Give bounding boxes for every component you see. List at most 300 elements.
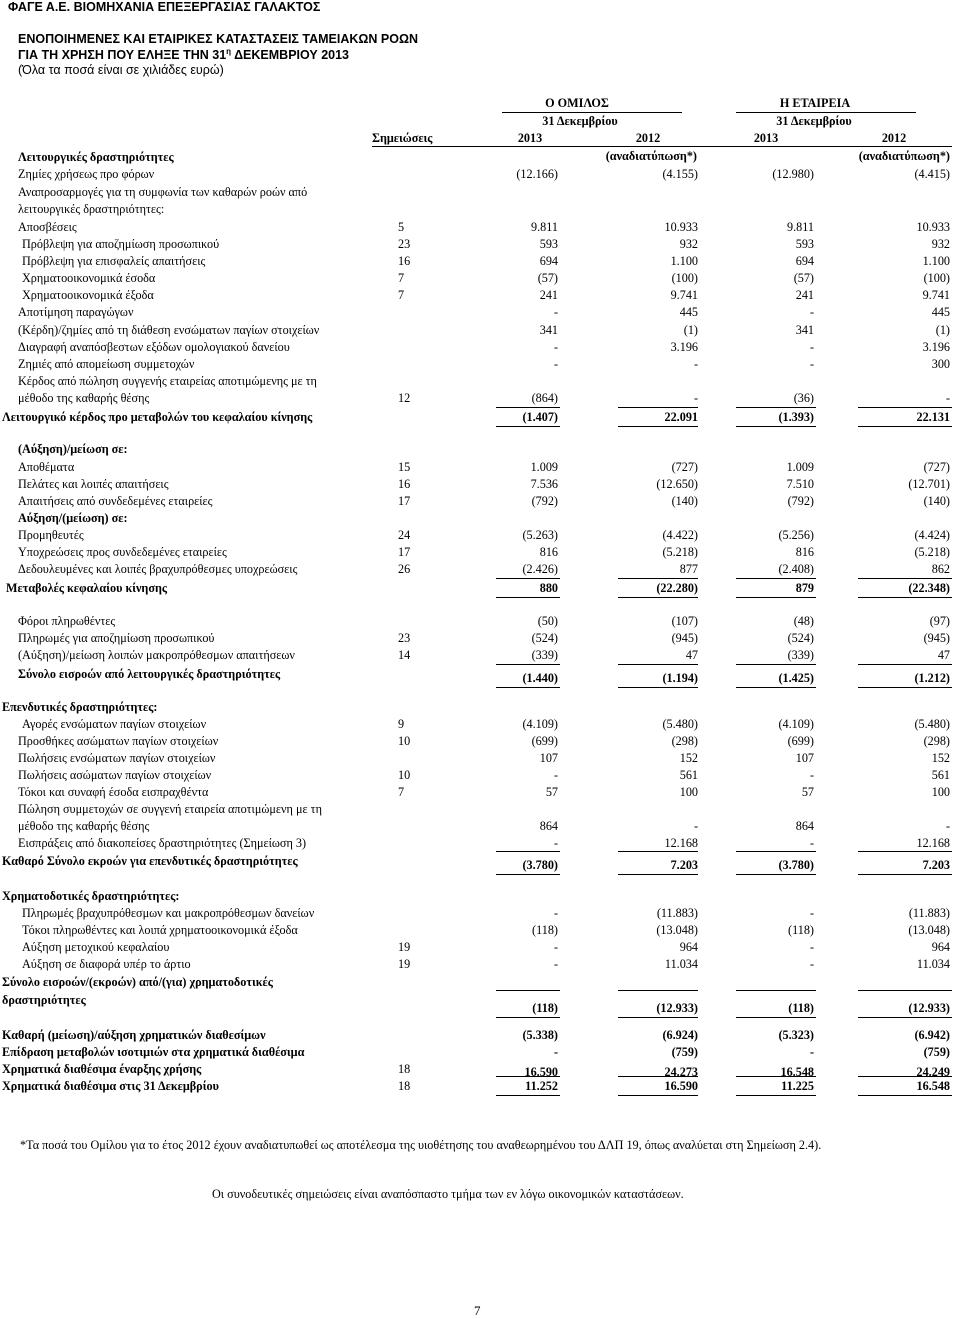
total-rule (858, 426, 952, 427)
total-rule (736, 1095, 816, 1096)
table-row (0, 905, 960, 922)
note-ref: 14 (398, 648, 411, 662)
row-label: Αύξηση/(μείωση) σε: (18, 511, 128, 525)
value-company-2013: 1.009 (786, 460, 814, 474)
subtotal-rule (736, 664, 816, 665)
table-row (0, 373, 960, 390)
value-company-2012: (11.883) (908, 906, 950, 920)
row-label: Απαιτήσεις από συνδεδεμένες εταιρείες (18, 494, 213, 508)
table-row (0, 1044, 960, 1061)
value-company-2012: 445 (931, 305, 950, 319)
row-label: (Αύξηση)/μείωση σε: (18, 442, 128, 456)
subtotal-rule (736, 1076, 816, 1077)
total-rule (736, 1017, 816, 1018)
table-row (0, 510, 960, 527)
company-header: Η ΕΤΑΙΡΕΙΑ (779, 96, 851, 110)
value-group-2013: 880 (539, 581, 558, 595)
table-row (0, 956, 960, 973)
table-row (0, 699, 960, 716)
value-company-2012: 47 (937, 648, 950, 662)
row-label: (Αύξηση)/μείωση λοιπών μακροπρόθεσμων απαιτήσεων (18, 648, 295, 662)
year-group-2012: 2012 (635, 131, 661, 145)
value-company-2013: 11.225 (781, 1079, 814, 1093)
value-group-2013: (524) (531, 631, 558, 645)
value-group-2013: - (553, 768, 558, 782)
note-ref: 7 (398, 271, 405, 285)
note-ref: 15 (398, 460, 411, 474)
value-group-2012: 10.933 (664, 220, 698, 234)
value-company-2012: 10.933 (916, 220, 950, 234)
value-group-2012: 445 (679, 305, 698, 319)
value-group-2013: 107 (539, 751, 558, 765)
subtotal-rule (736, 990, 816, 991)
row-label: Ζημίες χρήσεως προ φόρων (18, 167, 155, 181)
total-rule (618, 597, 698, 598)
value-company-2013: (48) (793, 614, 814, 628)
value-group-2013: (1.440) (522, 671, 558, 685)
value-company-2012: 22.131 (916, 410, 950, 424)
value-group-2012: - (693, 357, 698, 371)
row-label: Χρηματικά διαθέσιμα στις 31 Δεκεμβρίου (2, 1079, 219, 1093)
value-company-2013: (36) (793, 391, 814, 405)
table-row (0, 853, 960, 870)
total-rule (618, 1017, 698, 1018)
table-row (0, 149, 960, 166)
value-group-2012: 932 (679, 237, 698, 251)
value-group-2012: (759) (671, 1045, 698, 1059)
value-group-2012: 9.741 (670, 288, 698, 302)
value-group-2013: - (553, 836, 558, 850)
subtotal-rule (858, 407, 952, 408)
group-date: 31 Δεκεμβρίου (542, 114, 618, 128)
note-ref: 12 (398, 391, 411, 405)
value-company-2013: (524) (787, 631, 814, 645)
row-label: Πωλήσεις ενσώματων παγίων στοιχείων (18, 751, 216, 765)
value-company-2013: 593 (795, 237, 814, 251)
row-label: Αποσβέσεις (18, 220, 77, 234)
total-rule (618, 874, 698, 875)
value-company-2012: (759) (923, 1045, 950, 1059)
table-row (0, 784, 960, 801)
value-group-2012: 964 (679, 940, 698, 954)
value-company-2012: (4.415) (914, 167, 950, 181)
value-company-2013: - (809, 768, 814, 782)
footer-note: Οι συνοδευτικές σημειώσεις είναι αναπόσπαστο τμήμα των εν λόγω οικονομικών καταστάσεων. (212, 1187, 684, 1201)
total-rule (858, 1095, 952, 1096)
value-group-2013: - (553, 305, 558, 319)
value-company-2013: 694 (795, 254, 814, 268)
table-row (0, 409, 960, 426)
value-group-2013: 694 (539, 254, 558, 268)
table-row (0, 647, 960, 664)
subtotal-rule (618, 851, 698, 852)
table-row (0, 835, 960, 852)
value-company-2012: (1) (935, 323, 950, 337)
subtotal-rule (618, 407, 698, 408)
subtotal-rule (618, 1076, 698, 1077)
value-group-2013: - (553, 906, 558, 920)
row-label: Λειτουργικό κέρδος προ μεταβολών του κεφαλαίου κίνησης (2, 410, 313, 424)
value-group-2013: - (553, 957, 558, 971)
table-row (0, 580, 960, 597)
subtotal-rule (496, 1076, 560, 1077)
total-rule (618, 687, 698, 688)
table-row (0, 219, 960, 236)
note-ref: 18 (398, 1079, 411, 1093)
value-company-2013: - (809, 836, 814, 850)
value-group-2012: 11.034 (664, 957, 698, 971)
value-group-2013: (699) (531, 734, 558, 748)
row-label: Πληρωμές βραχυπρόθεσμων και μακροπρόθεσμων δανείων (22, 906, 315, 920)
value-group-2013: (57) (537, 271, 558, 285)
subtotal-rule (736, 578, 816, 579)
note-ref: 18 (398, 1062, 411, 1076)
value-company-2012: 964 (931, 940, 950, 954)
row-label: (Κέρδη)/ζημίες από τη διάθεση ενσώματων παγίων στοιχείων (18, 323, 320, 337)
value-company-2012: - (945, 819, 950, 833)
value-company-2013: (12.980) (772, 167, 814, 181)
value-group-2013: (3.780) (522, 858, 558, 872)
value-group-2012: 561 (679, 768, 698, 782)
total-rule (736, 874, 816, 875)
row-label: Κέρδος από πώληση συγγενής εταιρείας αποτιμώμενης με τη (18, 374, 317, 388)
group-header-rule (502, 112, 682, 113)
total-rule (496, 1017, 560, 1018)
subtotal-rule (736, 851, 816, 852)
value-company-2013: (57) (793, 271, 814, 285)
table-row (0, 716, 960, 733)
value-company-2013: (1.393) (778, 410, 814, 424)
table-row (0, 236, 960, 253)
value-company-2013: 816 (795, 545, 814, 559)
value-group-2012: (12.650) (656, 477, 698, 491)
table-row (0, 287, 960, 304)
value-company-2012: 3.196 (922, 340, 950, 354)
table-row (0, 459, 960, 476)
table-row (0, 888, 960, 905)
value-company-2013: 7.510 (786, 477, 814, 491)
table-row (0, 666, 960, 683)
value-company-2013: (118) (788, 1001, 814, 1015)
row-label: Πρόβλεψη για αποζημίωση προσωπικού (22, 237, 220, 251)
table-row (0, 166, 960, 183)
row-label: Πώληση συμμετοχών σε συγγενή εταιρεία αποτιμώμενη με τη (18, 802, 322, 816)
value-company-2013: - (809, 340, 814, 354)
table-row (0, 356, 960, 373)
table-row (0, 322, 960, 339)
company-header-rule (736, 112, 916, 113)
table-row (0, 939, 960, 956)
value-company-2012: (1.212) (914, 671, 950, 685)
value-group-2012: (298) (671, 734, 698, 748)
value-group-2012: (1.194) (662, 671, 698, 685)
value-group-2012: (100) (671, 271, 698, 285)
value-group-2012: (140) (671, 494, 698, 508)
row-label: Ζημιές από απομείωση συμμετοχών (18, 357, 195, 371)
value-group-2012: (22.280) (656, 581, 698, 595)
value-group-2013: - (553, 1045, 558, 1059)
value-group-2013: (12.166) (516, 167, 558, 181)
value-company-2013: - (809, 1045, 814, 1059)
value-group-2012: (107) (671, 614, 698, 628)
value-company-2012: 16.548 (916, 1079, 950, 1093)
row-label: Αύξηση σε διαφορά υπέρ το άρτιο (22, 957, 191, 971)
table-row (0, 1027, 960, 1044)
value-company-2013: 57 (801, 785, 814, 799)
value-company-2012: (298) (923, 734, 950, 748)
value-company-2012: (12.701) (908, 477, 950, 491)
total-rule (736, 687, 816, 688)
value-group-2013: 593 (539, 237, 558, 251)
table-row (0, 1078, 960, 1095)
value-group-2013: (2.426) (522, 562, 558, 576)
value-group-2013: (118) (532, 923, 558, 937)
table-row (0, 201, 960, 218)
total-rule (736, 597, 816, 598)
row-label: Υποχρεώσεις προς συνδεδεμένες εταιρείες (18, 545, 227, 559)
value-group-2013: (864) (531, 391, 558, 405)
subtotal-rule (858, 851, 952, 852)
value-group-2012: (12.933) (656, 1001, 698, 1015)
note-ref: 19 (398, 957, 411, 971)
value-company-2012: (100) (923, 271, 950, 285)
value-group-2013: 241 (539, 288, 558, 302)
currency-note: (Όλα τα ποσά είναι σε χιλιάδες ευρώ) (18, 63, 224, 77)
value-group-2012: - (693, 391, 698, 405)
year-group-2013: 2013 (517, 131, 543, 145)
total-rule (496, 1095, 560, 1096)
value-company-2013: (5.256) (778, 528, 814, 542)
value-group-2013: - (553, 940, 558, 954)
value-group-2012: 100 (679, 785, 698, 799)
value-group-2012: (4.422) (662, 528, 698, 542)
value-group-2012: (4.155) (662, 167, 698, 181)
total-rule (858, 874, 952, 875)
table-row (0, 441, 960, 458)
total-rule (858, 597, 952, 598)
value-group-2012: - (693, 819, 698, 833)
row-label: Μεταβολές κεφαλαίου κίνησης (6, 581, 168, 595)
note-ref: 24 (398, 528, 411, 542)
value-group-2012: 7.203 (670, 858, 698, 872)
row-label: Λειτουργικές δραστηριότητες (18, 150, 174, 164)
note-ref: 23 (398, 237, 411, 251)
value-group-2012: 16.590 (664, 1079, 698, 1093)
value-group-2012: (13.048) (656, 923, 698, 937)
value-group-2012: 877 (679, 562, 698, 576)
note-ref: 17 (398, 545, 411, 559)
value-company-2013: (2.408) (778, 562, 814, 576)
subtotal-rule (618, 664, 698, 665)
notes-header: Σημειώσεις (372, 131, 433, 145)
restated-group: (αναδιατύπωση*) (605, 149, 697, 163)
row-label: Αγορές ενσώματων παγίων στοιχείων (22, 717, 207, 731)
table-row (0, 544, 960, 561)
value-group-2013: (5.263) (522, 528, 558, 542)
total-rule (496, 597, 560, 598)
value-company-2012: 300 (931, 357, 950, 371)
table-row (0, 767, 960, 784)
group-header: Ο ΟΜΙΛΟΣ (545, 96, 609, 110)
row-label: Πρόβλεψη για επισφαλείς απαιτήσεις (22, 254, 206, 268)
note-ref: 16 (398, 477, 411, 491)
table-row (0, 630, 960, 647)
table-row (0, 476, 960, 493)
value-group-2013: 7.536 (530, 477, 558, 491)
value-group-2013: 341 (539, 323, 558, 337)
row-label: Εισπράξεις από διακοπείσες δραστηριότητες (Σημείωση 3) (18, 836, 307, 850)
table-row (0, 992, 960, 1015)
value-group-2013: 816 (539, 545, 558, 559)
note-ref: 16 (398, 254, 411, 268)
subtotal-rule (496, 664, 560, 665)
value-company-2013: - (809, 940, 814, 954)
value-company-2012: (13.048) (908, 923, 950, 937)
row-label: Προσθήκες ασώματων παγίων στοιχείων (18, 734, 219, 748)
value-company-2012: (97) (929, 614, 950, 628)
statement-title: ΕΝΟΠΟΙΗΜΕΝΕΣ ΚΑΙ ΕΤΑΙΡΙΚΕΣ ΚΑΤΑΣΤΑΣΕΙΣ ΤΑΜΕΙΑΚΩΝ ΡΟΩΝ (18, 32, 419, 46)
row-label: Καθαρή (μείωση)/αύξηση χρηματικών διαθεσίμων (2, 1028, 266, 1042)
value-company-2012: - (945, 391, 950, 405)
value-group-2012: 3.196 (670, 340, 698, 354)
row-label: μέθοδο της καθαρής θέσης (18, 391, 150, 405)
value-company-2013: - (809, 305, 814, 319)
row-label: Σύνολο εισροών από λειτουργικές δραστηριότητες (18, 667, 281, 681)
value-group-2013: 1.009 (530, 460, 558, 474)
value-group-2013: 9.811 (531, 220, 558, 234)
value-group-2012: (5.218) (662, 545, 698, 559)
row-label: μέθοδο της καθαρής θέσης (18, 819, 150, 833)
value-company-2012: 100 (931, 785, 950, 799)
table-row (0, 339, 960, 356)
value-group-2013: (4.109) (522, 717, 558, 731)
value-company-2013: 879 (795, 581, 814, 595)
subtotal-rule (858, 1076, 952, 1077)
row-label: Πωλήσεις ασώματων παγίων στοιχείων (18, 768, 212, 782)
value-company-2012: (4.424) (914, 528, 950, 542)
table-row (0, 527, 960, 544)
total-rule (496, 874, 560, 875)
total-rule (618, 426, 698, 427)
subtotal-rule (496, 578, 560, 579)
value-company-2013: (118) (788, 923, 814, 937)
row-label: Διαγραφή αναπόσβεστων εξόδων ομολογιακού δανείου (18, 340, 290, 354)
value-company-2012: 862 (931, 562, 950, 576)
table-row (0, 304, 960, 321)
page-number: 7 (474, 1303, 481, 1318)
table-row (0, 922, 960, 939)
row-label: Αποτίμηση παραγώγων (18, 305, 134, 319)
year-company-2013: 2013 (753, 131, 779, 145)
value-company-2012: 11.034 (916, 957, 950, 971)
value-company-2012: 932 (931, 237, 950, 251)
value-company-2013: 864 (795, 819, 814, 833)
row-label: Προμηθευτές (18, 528, 84, 542)
row-label: Καθαρό Σύνολο εκροών για επενδυτικές δραστηριότητες (2, 854, 298, 868)
value-company-2012: (6.942) (914, 1028, 950, 1042)
subtotal-rule (496, 407, 560, 408)
value-company-2013: - (809, 357, 814, 371)
value-group-2012: (945) (671, 631, 698, 645)
value-group-2013: 16.590 (524, 1065, 558, 1079)
value-company-2013: (4.109) (778, 717, 814, 731)
value-company-2013: 107 (795, 751, 814, 765)
value-company-2012: 24.249 (916, 1065, 950, 1079)
subtotal-rule (496, 851, 560, 852)
note-ref: 17 (398, 494, 411, 508)
value-group-2013: - (553, 357, 558, 371)
value-company-2012: 152 (931, 751, 950, 765)
row-label: Χρηματοοικονομικά έσοδα (22, 271, 156, 285)
table-row (0, 253, 960, 270)
company-date: 31 Δεκεμβρίου (776, 114, 852, 128)
value-group-2012: (727) (671, 460, 698, 474)
value-group-2013: 864 (539, 819, 558, 833)
value-company-2013: (339) (787, 648, 814, 662)
value-group-2013: (118) (532, 1001, 558, 1015)
subtotal-rule (858, 990, 952, 991)
value-group-2012: 152 (679, 751, 698, 765)
value-company-2012: (12.933) (908, 1001, 950, 1015)
table-row (0, 818, 960, 835)
value-company-2012: (5.218) (914, 545, 950, 559)
row-label: λειτουργικές δραστηριότητες: (18, 202, 165, 216)
table-row (0, 974, 960, 991)
row-label: Τόκοι και συναφή έσοδα εισπραχθέντα (18, 785, 209, 799)
header-rule (372, 146, 952, 147)
table-row (0, 390, 960, 407)
subtotal-rule (858, 578, 952, 579)
value-company-2013: - (809, 957, 814, 971)
table-row (0, 801, 960, 818)
note-ref: 7 (398, 785, 405, 799)
value-group-2012: 12.168 (664, 836, 698, 850)
value-company-2013: (1.425) (778, 671, 814, 685)
total-rule (858, 687, 952, 688)
table-row (0, 561, 960, 578)
table-row (0, 613, 960, 630)
table-row (0, 733, 960, 750)
value-company-2012: (140) (923, 494, 950, 508)
total-rule (496, 687, 560, 688)
value-group-2013: (50) (537, 614, 558, 628)
total-rule (736, 426, 816, 427)
value-group-2012: 1.100 (670, 254, 698, 268)
row-label: Αναπροσαρμογές για τη συμφωνία των καθαρών ροών από (18, 185, 308, 199)
subtotal-rule (496, 990, 560, 991)
value-group-2012: 47 (685, 648, 698, 662)
value-company-2013: 341 (795, 323, 814, 337)
subtotal-rule (618, 990, 698, 991)
value-company-2013: 241 (795, 288, 814, 302)
value-company-2012: 12.168 (916, 836, 950, 850)
total-rule (496, 426, 560, 427)
restated-company: (αναδιατύπωση*) (858, 149, 950, 163)
value-group-2012: 24.273 (664, 1065, 698, 1079)
footnote: *Τα ποσά του Ομίλου για το έτος 2012 έχουν αναδιατυπωθεί ως αποτέλεσμα της υιοθέτησης του αναθεωρημένου του ΔΛΠ 19, όπως αναλύεται στη Σημείωση 2.4). (20, 1138, 822, 1152)
value-company-2013: (3.780) (778, 858, 814, 872)
row-label: Αποθέματα (18, 460, 75, 474)
total-rule (858, 1017, 952, 1018)
value-company-2012: (727) (923, 460, 950, 474)
statement-period: ΓΙΑ ΤΗ ΧΡΗΣΗ ΠΟΥ ΕΛΗΞΕ ΤΗΝ $31^\eta$ ΔΕΚΕΜΒΡΙΟΥ 2013 (18, 47, 350, 63)
note-ref: 19 (398, 940, 411, 954)
value-group-2013: 11.252 (525, 1079, 558, 1093)
value-company-2012: (945) (923, 631, 950, 645)
value-company-2013: (699) (787, 734, 814, 748)
note-ref: 10 (398, 768, 411, 782)
value-company-2012: 1.100 (922, 254, 950, 268)
